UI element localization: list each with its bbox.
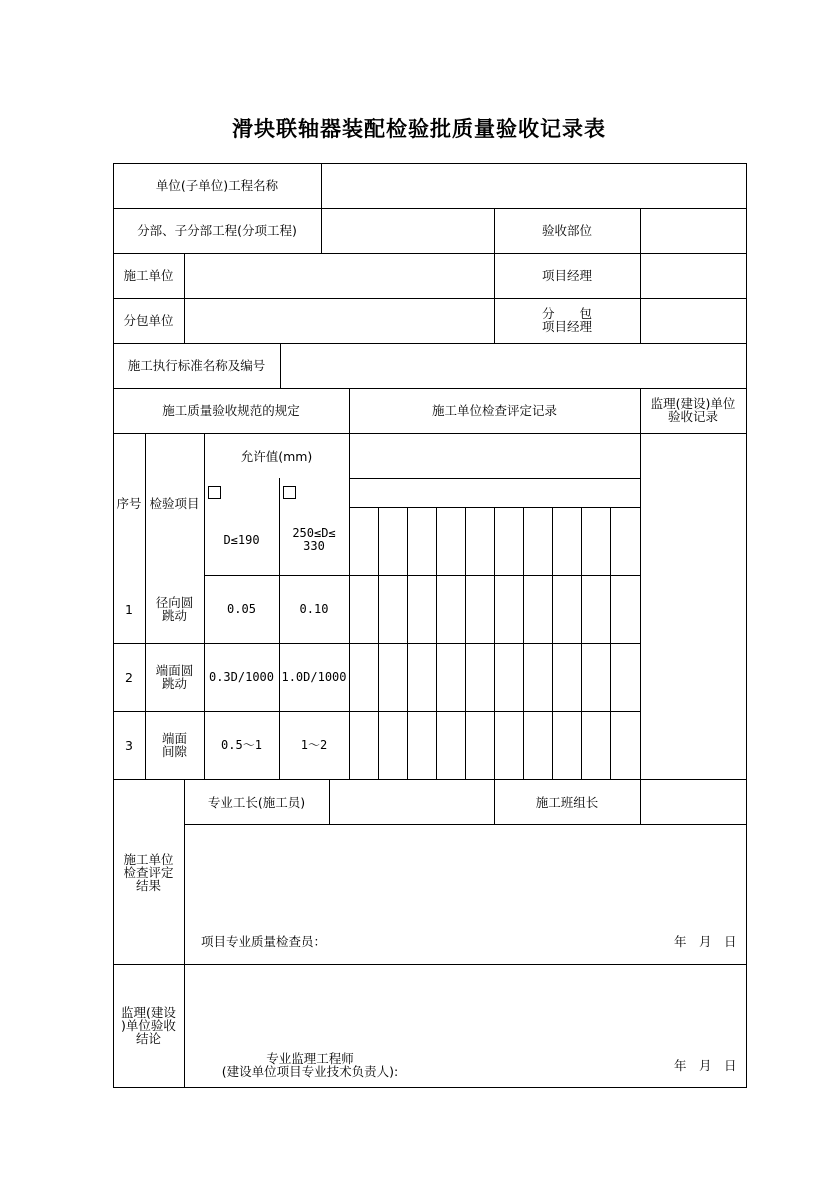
supervision-header-line1: 监理(建设)单位 [650,396,736,411]
check-record-header: 施工单位检查评定记录 [431,403,557,418]
conclusion-label-line1: 监理(建设 [121,1005,176,1020]
allowance-header: 允许值(mm) [240,449,313,464]
spec-header: 施工质量验收规范的规定 [162,403,300,418]
conclusion-label-line2: )单位验收 [121,1018,176,1033]
conclusion-label-line3: 结论 [135,1031,161,1046]
range2-checkbox[interactable] [283,486,296,499]
row-value-range2: 0.10 [299,602,329,616]
engineer-date: 年 月 日 [674,1058,737,1073]
form-title: 滑块联轴器装配检验批质量验收记录表 [232,116,606,141]
engineer-label-line1: 专业监理工程师 [266,1051,354,1066]
row-item-line2: 跳动 [161,608,187,623]
row-value-range1: 0.5～1 [221,738,262,752]
sub-project-label: 分部、子分部工程(分项工程) [137,223,297,238]
row-value-range2: 1～2 [300,738,328,752]
subcontract-pm-label-line1: 分 包 [541,306,592,321]
inspector-date: 年 月 日 [674,934,737,949]
range1-checkbox[interactable] [208,486,221,499]
row-item-line1: 径向圆 [155,595,194,610]
project-manager-label: 项目经理 [541,268,592,283]
range1-label: D≤190 [223,533,260,547]
check-result-label-line2: 检查评定 [123,865,174,880]
check-result-label-line3: 结果 [135,878,161,893]
row-value-range1: 0.05 [227,602,256,616]
row-value-range1: 0.3D/1000 [208,670,275,684]
row-item-line1: 端面圆 [155,663,194,678]
subcontract-unit-label: 分包单位 [123,313,174,328]
range2-label-line1: 250≤D≤ [292,526,336,540]
construction-unit-label: 施工单位 [123,268,174,283]
standard-name-label: 施工执行标准名称及编号 [127,358,266,373]
seq-header: 序号 [116,496,142,511]
row-item-line2: 间隙 [161,744,187,759]
inspector-label: 项目专业质量检查员： [201,934,327,949]
acceptance-part-label: 验收部位 [541,223,592,238]
team-leader-label: 施工班组长 [535,795,599,810]
row-item-line2: 跳动 [161,676,187,691]
row-seq: 2 [125,670,133,685]
range2-label-line2: 330 [303,539,325,553]
unit-project-name-label: 单位(子单位)工程名称 [155,178,279,193]
supervision-header-line2: 验收记录 [667,409,718,424]
item-header: 检验项目 [149,496,200,511]
engineer-label-line2: (建设单位项目专业技术负责人): [221,1064,399,1079]
row-item-line1: 端面 [161,731,187,746]
row-seq: 3 [125,738,133,753]
subcontract-pm-label-line2: 项目经理 [541,319,592,334]
check-result-label-line1: 施工单位 [123,852,174,867]
row-value-range2: 1.0D/1000 [281,670,347,684]
foreman-label: 专业工长(施工员) [207,795,306,810]
row-seq: 1 [125,602,133,617]
